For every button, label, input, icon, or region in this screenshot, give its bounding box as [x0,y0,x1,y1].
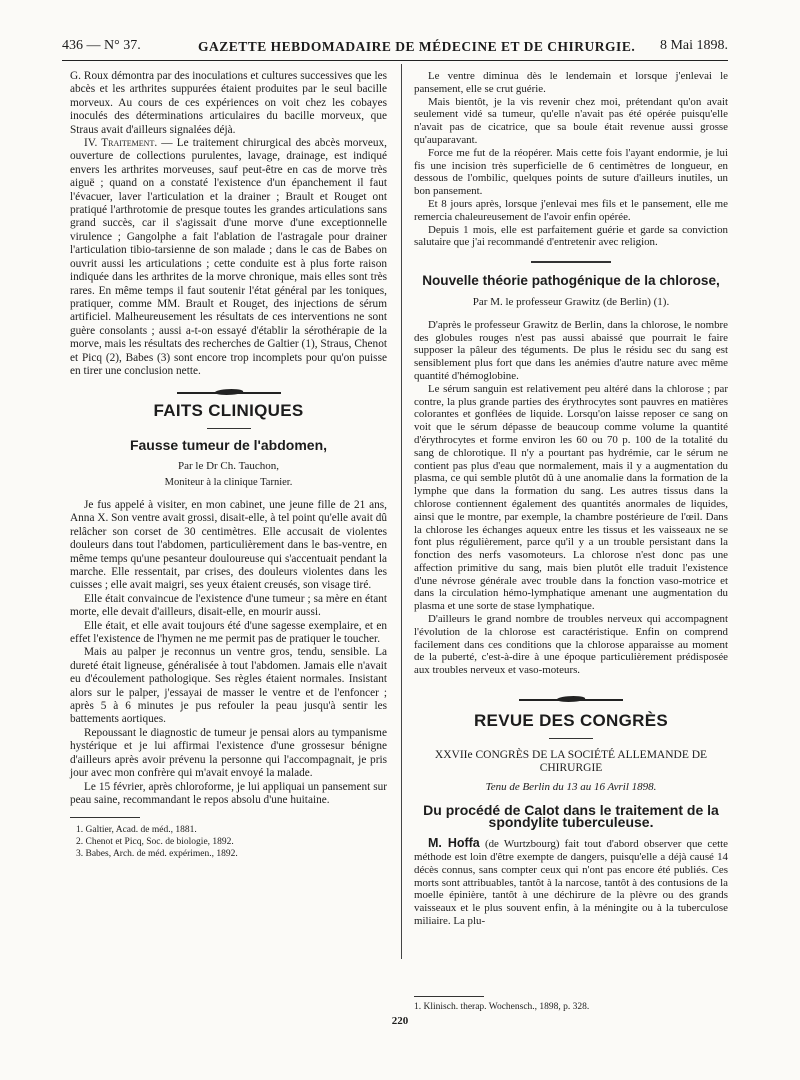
left-column [70,70,387,860]
paragraph: Et 8 jours après, lorsque j'enlevai mes fils et le pansement, elle me remercia chaleureusement de l'avoir enfin opérée. [414,197,728,223]
column-divider [401,64,402,959]
page-number: 220 [391,1015,409,1027]
running-header [62,38,728,58]
article-title: Du procédé de Calot dans le traitement de la spondylite tuberculeuse. [423,801,719,831]
author-affiliation: Moniteur à la clinique Tarnier. [164,476,293,488]
traitement-paragraph [70,137,387,378]
ornament-divider [70,386,387,400]
footnote: 3. Babes, Arch. de méd. expérimen., 1892. [76,849,238,860]
speaker-name: M. Hoffa [428,836,480,851]
paragraph: D'après le professeur Grawitz de Berlin, dans la chlorose, le nombre des globules rouges n'est pas aussi abaissé que pourrait le faire supposer la pâleur des téguments. De plus le résidu sec du sang est sensiblement plus fort que dans les anémies d'autre nature avec même quantité d'hémoglobine. [414,318,728,382]
paragraph: Le sérum sanguin est relativement peu altéré dans la chlorose ; par contre, la plus grande parties des érythrocytes sont pauvres en matières colorantes et gonflées de liquide. Lorsqu'on laisse reposer ce sang on voit que le sérum dépasse de beaucoup comme volume la quantité d'érythrocytes et forme environ les 60 ou 70 p. 100 de la totalité du sang de chlorotique. Il n'y a pourtant pas hydrémie, car le sérum ne contient pas plus d'eau que normalement, mais il y a augmentation du plasma, ce qui semble plutôt dû à une anomalie dans la formation de la lymphe que dans la formation du sang. Les autres tissus dans la chlorose contiennent également des quantités anormales de liquides, ainsi que le montre, par exemple, la chambre postérieure de l'œil. Dans la chlorose les échanges aqueux entre les tissus et les vaisseaux ne se font plus régulièrement, parce qu'il y a un trouble persistant dans la fonction des nerfs vasomoteurs. La chlorose n'est donc pas une affection primitive du sang, mais bien plutôt elle traduit l'existence d'une névrose générale avec trouble dans la fonction vaso-motrice et dans la circulation hémo-lymphatique amenant une augmentation du plasma et une sorte de stase lymphatique. [414,382,728,613]
section-rule [549,738,593,739]
right-column [414,70,728,928]
paragraph: G. Roux démontra par des inoculations et cultures successives que les abcès et les arthrites suppurées étaient produites par le seul bacille morveux. Au cours de ces expériences on voit chez les cobayes inoculés des déterminations articulaires du bacille morveux, que Straus avait d'ailleurs signalées déjà. [70,70,387,136]
congress-dates: Tenu de Berlin du 13 au 16 Avril 1898. [485,780,657,793]
paragraph: Mais bientôt, je la vis revenir chez moi, prétendant qu'on avait seulement vidé sa tumeur, qu'elle n'avait pas été opérée puisqu'elle n'avait pas de cicatrice, que sa boule était revenue aussi grosse qu'auparavant. [414,95,728,146]
paragraph: Elle était, et elle avait toujours été d'une sagesse exemplaire, et en effet l'existence de l'hymen ne me permit pas de pratiquer le toucher. [70,619,387,646]
journal-title: GAZETTE HEBDOMADAIRE DE MÉDECINE ET DE CHIRURGIE. [198,39,636,54]
footnote-rule [70,817,140,818]
traitement-lead: IV. Traitement. [84,137,158,150]
paragraph: Force me fut de la réopérer. Mais cette fois l'ayant endormie, je lui fis une incision très superficielle de 6 centimètres de longueur, en dessous de l'ombilic, quelques points de suture d'ailleurs inutiles, un bon pansement. [414,146,728,198]
paragraph: Elle était convaincue de l'existence d'une tumeur ; sa mère en étant morte, elle devait d'ailleurs, disait-elle, en mourir aussi. [70,592,387,619]
paragraph: Je fus appelé à visiter, en mon cabinet, une jeune fille de 21 ans, Anna X. Son ventre avait grossi, disait-elle, à tel point qu'elle avait dû relâcher son corset de 30 centimètres. Elle accusait de violentes douleurs dans tout l'abdomen, particulièrement dans le bas-ventre, en même temps qu'une pesanteur douloureuse qui s'accentuait pendant la marche. Elle ressentait, par crises, des douleurs violentes dans les cuisses ; elle avait maigri, ses yeux étaient creusés, son visage tiré. [70,498,387,592]
paragraph: D'ailleurs le grand nombre de troubles nerveux qui accompagnent l'évolution de la chlorose est caractéristique. Enfin on comprend facilement dans ces conditions que la chlorose apparaisse au moment de la puberté, c'est-à-dire à une époque particulièrement prédisposée aux troubles nerveux et vaso-moteurs. [414,613,728,677]
article-byline: Par le Dr Ch. Tauchon, [177,460,280,473]
article-title: Fausse tumeur de l'abdomen, [129,436,328,453]
article-separator [531,261,611,263]
traitement-text: — Le traitement chirurgical des abcès morveux, ouverture de collections purulentes, lavage, drainage, est indiqué envers les arthrites morveuses, sauf peut-être en cas de morve très aiguë ; quand on a constaté l'existence d'un épanchement il faut l'évacuer, laver l'articulation et la drainer ; Brault et Rouget ont pratiqué l'arthrotomie de presque toutes les grandes articulations sans grand succès, car il s'agissait d'une morve d'une exceptionnelle virulence ; Gangolphe a fait l'ablation de l'astragale pour drainer l'articulation tibio-tarsienne de son malade ; dans le cas de Babes on ouvrit aussi les articulations ; cette conduite est à plus forte raison indiquée dans les arthrites de la morve chronique, mais elles sont très rares. En même temps il faut soutenir l'état général par les toniques, pratiquer, comme MM. Brault et Rouget, des injections de sérum artificiel. Malheureusement les résultats de ces interventions ne sont guère consolants ; aussi a-t-on essayé d'établir la sérothérapie de la morve, mais les résultats des recherches de Galtier (1), Straus, Chenot et Picq (2), Babes (3) sont encore trop incomplets pour qu'on puisse en tirer une conclusion nette. [70,137,387,377]
paragraph: Repoussant le diagnostic de tumeur je pensai alors au tympanisme hystérique et je lui affirmai l'existence d'une grossesur bénigne d'ailleurs après avoir prévenu la personne qui l'accompagnait, je pris jour avec mon confrère qui m'avait envoyé la malade. [70,726,387,780]
paragraph: Le ventre diminua dès le lendemain et lorsque j'enlevai le pansement, elle se crut guérie. [414,70,728,95]
congress-title: XXVIIe CONGRÈS DE LA SOCIÉTÉ ALLEMANDE DE CHIRURGIE [434,748,708,774]
hoffa-text: (de Wurtzbourg) fait tout d'abord observer que cette méthode est loin d'être exempte de dangers, puisqu'elle a déjà causé 14 décès connus, sans compter ceux qui n'ont pas encore été publiés. Ces morts sont attribuables, tantôt à la narcose, tantôt à des contusions de la moelle épinière, tantôt à une déchirure de la plèvre ou des grands vaisseaux et le plus souvent enfin, à la méningite ou à la tuberculose miliaire. La plu- [414,838,728,928]
issue-date: 8 Mai 1898. [659,38,728,53]
header-rule [62,60,728,61]
footnote: 2. Chenot et Picq, Soc. de biologie, 1892. [76,837,234,848]
footnote: 1. Klinisch. therap. Wochensch., 1898, p. 328. [414,1002,590,1012]
section-title: REVUE DES CONGRÈS [473,711,669,731]
footnote: 1. Galtier, Acad. de méd., 1881. [76,825,197,836]
footnote-rule [414,996,484,997]
paragraph: Mais au palper je reconnus un ventre gros, tendu, sensible. La dureté était ligneuse, généralisée à tout l'abdomen. Jamais elle n'avait eu d'écoulement pathologique. Ses règles étaient normales. Insistant alors sur le palper, j'essayai de masser le ventre et de l'enfoncer ; après 5 à 6 minutes je pus refouler la peau jusqu'à sentir les battements aortiques. [70,646,387,726]
section-title: FAITS CLINIQUES [153,401,304,421]
page-label: 436 — N° 37. [62,38,141,53]
article-byline: Par M. le professeur Grawitz (de Berlin) (1). [472,295,670,308]
section-rule [207,428,251,429]
paragraph: Depuis 1 mois, elle est parfaitement guérie et garde sa conviction salutaire que j'ai recommandé d'entretenir avec religion. [414,223,728,249]
article-title: Nouvelle théorie pathogénique de la chlorose, [422,273,720,289]
ornament-divider [414,693,728,707]
hoffa-paragraph [414,837,728,928]
paragraph: Le 15 février, après chloroforme, je lui appliquai un pansement sur peau saine, recommandant le repos absolu d'une huitaine. [70,780,387,806]
